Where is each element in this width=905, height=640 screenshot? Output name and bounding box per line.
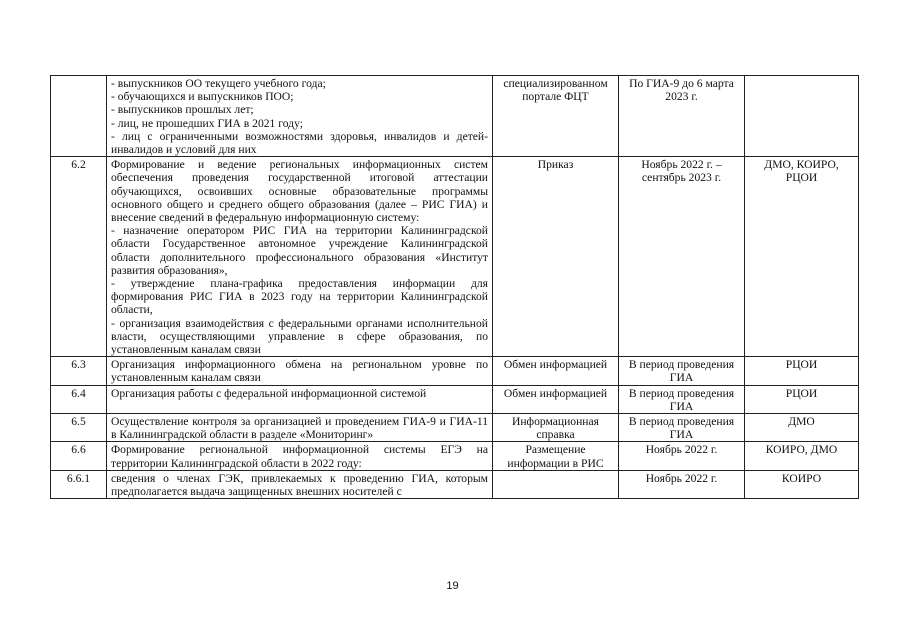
row-number: 6.5 bbox=[51, 414, 107, 442]
deadline: Ноябрь 2022 г. bbox=[619, 470, 745, 498]
row-number: 6.3 bbox=[51, 357, 107, 385]
completion-form bbox=[493, 470, 619, 498]
row-number bbox=[51, 76, 107, 157]
activity-description bbox=[107, 357, 493, 385]
responsible: КОИРО bbox=[745, 470, 859, 498]
table-row bbox=[51, 385, 859, 413]
description-line: - выпускников ОО текущего учебного года; bbox=[111, 77, 326, 90]
responsible: ДМО, КОИРО, РЦОИ bbox=[745, 157, 859, 357]
table-row bbox=[51, 414, 859, 442]
deadline: Ноябрь 2022 г. bbox=[619, 442, 745, 470]
activity-description bbox=[107, 157, 493, 357]
description-line: - утверждение плана-графика предоставления информации для формирования РИС ГИА в 2023 году на территории Калининградской области, bbox=[111, 277, 488, 317]
description-line: - лиц с ограниченными возможностями здоровья, инвалидов и детей-инвалидов и условий для них bbox=[111, 129, 488, 157]
description-line: Организация информационного обмена на региональном уровне по установленным каналам связи bbox=[111, 358, 488, 385]
description-line: Формирование региональной информационной системы ЕГЭ на территории Калининградской области в 2022 году: bbox=[111, 443, 488, 470]
table-row bbox=[51, 442, 859, 470]
row-number: 6.6.1 bbox=[51, 470, 107, 498]
description-line: - организация взаимодействия с федеральными органами исполнительной власти, осуществляющими управление в сфере образования, по установленным каналам связи bbox=[111, 316, 488, 357]
activity-description bbox=[107, 414, 493, 442]
activity-description bbox=[107, 385, 493, 413]
completion-form: Информационная справка bbox=[493, 414, 619, 442]
responsible: РЦОИ bbox=[745, 385, 859, 413]
completion-form: Приказ bbox=[493, 157, 619, 357]
description-line: Осуществление контроля за организацией и проведением ГИА-9 и ГИА-11 в Калининградской области в разделе «Мониторинг» bbox=[111, 415, 488, 442]
row-number: 6.4 bbox=[51, 385, 107, 413]
activity-description bbox=[107, 470, 493, 498]
completion-form: специализированном портале ФЦТ bbox=[493, 76, 619, 157]
description-line: сведения о членах ГЭК, привлекаемых к проведению ГИА, которым предполагается выдача защищенных внешних носителей с bbox=[111, 471, 488, 499]
page-number: 19 bbox=[446, 580, 459, 592]
responsible: ДМО bbox=[745, 414, 859, 442]
plan-table bbox=[50, 75, 859, 499]
deadline: В период проведения ГИА bbox=[619, 385, 745, 413]
activity-description bbox=[107, 76, 493, 157]
description-line: Организация работы с федеральной информационной системой bbox=[111, 386, 427, 400]
responsible: РЦОИ bbox=[745, 357, 859, 385]
row-number: 6.2 bbox=[51, 157, 107, 357]
responsible: КОИРО, ДМО bbox=[745, 442, 859, 470]
deadline: По ГИА-9 до 6 марта 2023 г. bbox=[619, 76, 745, 157]
activity-description bbox=[107, 442, 493, 470]
description-line: - выпускников прошлых лет; bbox=[111, 103, 254, 117]
completion-form: Обмен информацией bbox=[493, 385, 619, 413]
table-row bbox=[51, 357, 859, 385]
plan-table-body bbox=[51, 76, 859, 499]
description-line: - назначение оператором РИС ГИА на территории Калининградской области Государственное автономное учреждение Калининградской области дополнительного профессионального образования «Институт развития образования», bbox=[111, 224, 488, 277]
table-row bbox=[51, 76, 859, 157]
table-row bbox=[51, 470, 859, 498]
table-row bbox=[51, 157, 859, 357]
deadline: В период проведения ГИА bbox=[619, 414, 745, 442]
completion-form: Размещение информации в РИС bbox=[493, 442, 619, 470]
row-number: 6.6 bbox=[51, 442, 107, 470]
description-line: - обучающихся и выпускников ПОО; bbox=[111, 90, 294, 104]
deadline: Ноябрь 2022 г. – сентябрь 2023 г. bbox=[619, 157, 745, 357]
description-line: - лиц, не прошедших ГИА в 2021 году; bbox=[111, 116, 303, 130]
responsible bbox=[745, 76, 859, 157]
completion-form: Обмен информацией bbox=[493, 357, 619, 385]
description-line: Формирование и ведение региональных информационных систем обеспечения проведения государственной итоговой аттестации обучающихся, освоивших основные образовательные программы основного общего и среднего общего образования (далее – РИС ГИА) и внесение сведений в федеральную информационную систему: bbox=[111, 158, 488, 225]
deadline: В период проведения ГИА bbox=[619, 357, 745, 385]
